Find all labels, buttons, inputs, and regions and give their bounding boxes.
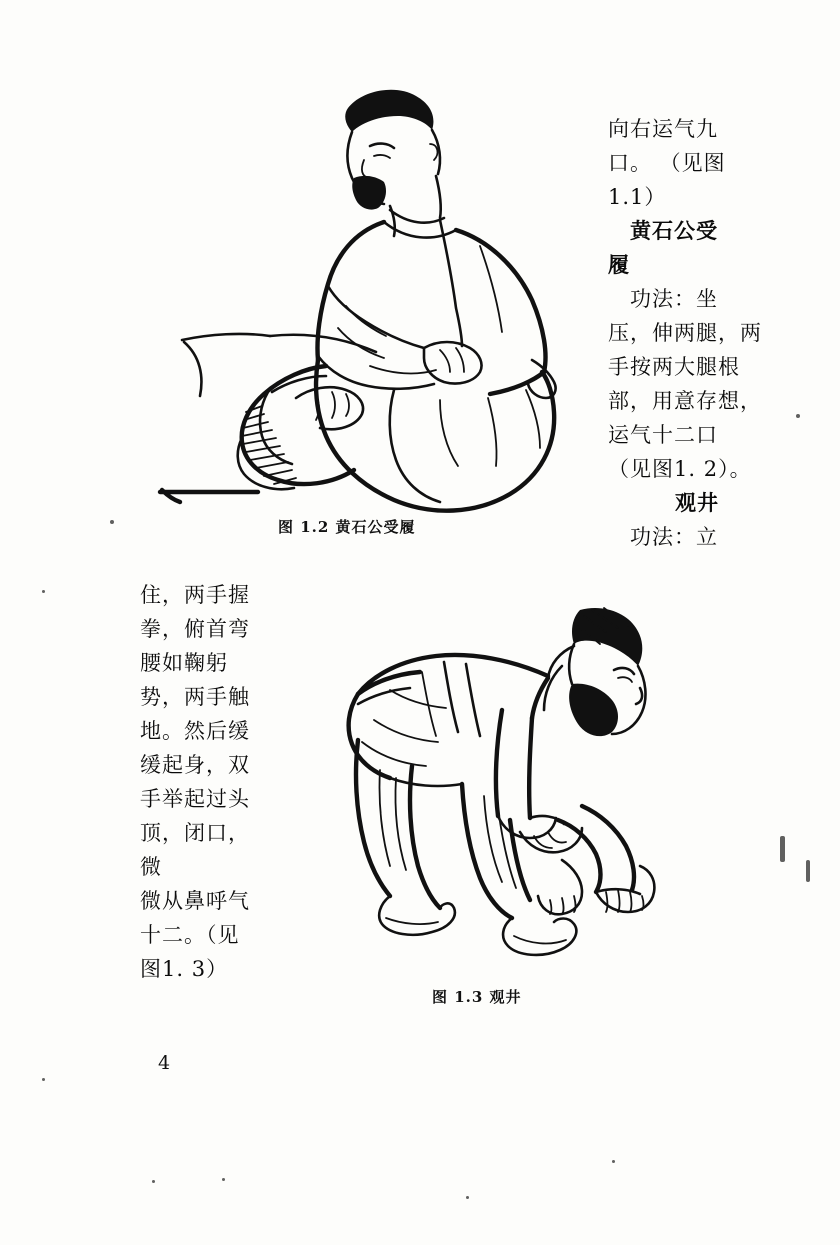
figure-1-2-illustration — [140, 60, 570, 510]
right-line-1: 向右运气九 — [608, 117, 718, 141]
right-body-1-line-2: 压，伸两腿，两 — [608, 321, 762, 345]
figure-1-3-caption: 图 1.3 观井 — [432, 988, 522, 1006]
left-line-11: 图1. 3） — [140, 957, 229, 981]
right-body-1-line-3: 手按两大腿根 — [608, 355, 740, 379]
section-heading-huangshigong-line-1: 黄石公受 — [630, 218, 718, 243]
scan-speck — [466, 1196, 469, 1199]
right-line-2: 口。 （见图 — [608, 151, 726, 175]
scan-speck — [152, 1180, 155, 1183]
left-line-2: 拳，俯首弯 — [140, 617, 250, 641]
left-line-6: 缓起身，双 — [140, 753, 250, 777]
scan-speck — [806, 860, 810, 882]
left-line-4: 势，两手触 — [140, 685, 250, 709]
scan-speck — [42, 1078, 45, 1081]
left-line-7: 手举起过头 — [140, 787, 250, 811]
right-body-1-line-1: 功法：坐 — [630, 287, 718, 311]
scan-speck — [42, 590, 45, 593]
scan-speck — [222, 1178, 225, 1181]
left-line-5: 地。然后缓 — [140, 719, 250, 743]
figure-1-3-illustration — [262, 570, 682, 980]
left-line-10: 十二。（见 — [140, 923, 240, 947]
right-text-column — [608, 112, 786, 554]
scan-speck — [796, 414, 800, 418]
figure-1-2-caption: 图 1.2 黄石公受履 — [278, 518, 416, 536]
right-body-1-line-6: （见图1. 2）。 — [608, 457, 752, 481]
left-line-9: 微从鼻呼气 — [140, 889, 250, 913]
scan-speck — [110, 520, 114, 524]
right-body-1-line-4: 部，用意存想， — [608, 389, 762, 413]
page-number: 4 — [158, 1052, 171, 1074]
left-line-8: 顶，闭口，微 — [140, 821, 250, 879]
scan-speck — [612, 1160, 615, 1163]
scan-speck — [780, 836, 785, 862]
section-heading-guanjing: 观井 — [675, 490, 719, 515]
left-line-1: 住，两手握 — [140, 583, 250, 607]
right-line-3: 1.1） — [608, 185, 667, 209]
right-body-1-line-5: 运气十二口 — [608, 423, 718, 447]
section-heading-huangshigong-line-2: 履 — [608, 252, 630, 277]
left-line-3: 腰如鞠躬 — [140, 651, 228, 675]
left-text-column — [140, 578, 266, 986]
right-body-2-line-1: 功法：立 — [630, 525, 718, 549]
